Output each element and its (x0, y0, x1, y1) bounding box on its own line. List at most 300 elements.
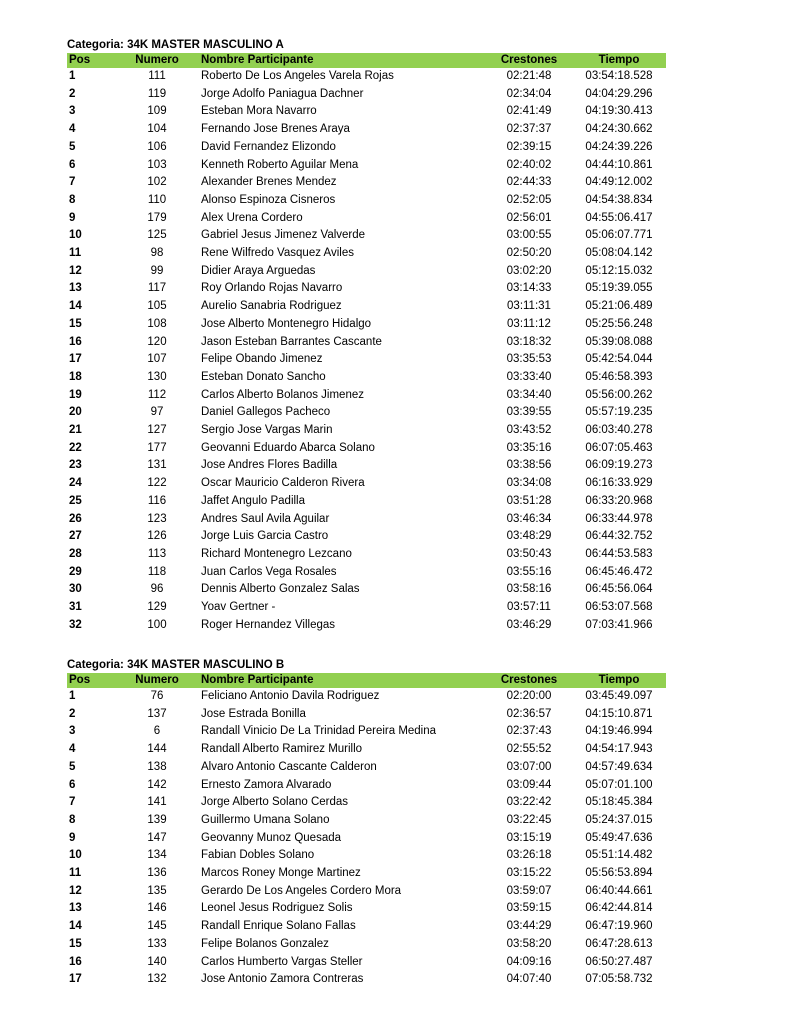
cell-crestones: 03:15:22 (506, 867, 552, 880)
table-row (67, 741, 666, 759)
cell-numero: 127 (147, 424, 167, 437)
cell-crestones: 03:59:07 (506, 884, 552, 897)
cell-crestones: 02:37:37 (506, 123, 552, 136)
cell-crestones: 03:34:08 (506, 477, 552, 490)
cell-numero: 137 (147, 707, 167, 720)
cell-nombre: Roy Orlando Rojas Navarro (201, 282, 343, 295)
cell-numero: 141 (147, 796, 167, 809)
cell-numero: 111 (148, 70, 166, 82)
cell-numero: 97 (150, 406, 164, 419)
cell-tiempo: 06:53:07.568 (585, 601, 653, 614)
cell-tiempo: 06:47:19.960 (585, 920, 653, 933)
cell-pos: 20 (69, 406, 82, 419)
cell-pos: 2 (69, 87, 76, 100)
cell-pos: 12 (69, 884, 82, 897)
cell-numero: 109 (147, 105, 167, 118)
cell-numero: 177 (147, 441, 167, 454)
cell-nombre: Kenneth Roberto Aguilar Mena (201, 158, 359, 171)
cell-tiempo: 05:51:14.482 (585, 849, 653, 862)
cell-pos: 32 (69, 618, 82, 631)
cell-nombre: Randall Vinicio De La Trinidad Pereira Medina (201, 725, 437, 738)
cell-tiempo: 06:40:44.661 (585, 884, 653, 897)
cell-nombre: Jose Andres Flores Badilla (201, 459, 338, 472)
cell-pos: 2 (69, 707, 76, 720)
cell-crestones: 03:59:15 (506, 902, 552, 915)
cell-crestones: 03:44:29 (506, 920, 552, 933)
cell-nombre: Jorge Adolfo Paniagua Dachner (201, 87, 364, 100)
cell-pos: 6 (69, 158, 76, 171)
cell-crestones: 02:55:52 (506, 743, 552, 756)
cell-pos: 5 (69, 140, 76, 153)
cell-nombre: Fernando Jose Brenes Araya (201, 123, 350, 136)
cell-tiempo: 06:09:19.273 (585, 459, 653, 472)
cell-tiempo: 04:54:17.943 (585, 743, 653, 756)
cell-crestones: 03:46:34 (506, 512, 552, 525)
table-row (67, 475, 666, 493)
cell-crestones: 02:37:43 (506, 725, 552, 738)
cell-pos: 9 (69, 211, 76, 224)
cell-pos: 14 (69, 300, 82, 313)
cell-crestones: 03:22:45 (506, 813, 552, 826)
cell-tiempo: 06:45:46.472 (585, 565, 653, 578)
table-row (67, 546, 666, 564)
table-row (67, 511, 666, 529)
cell-pos: 16 (69, 955, 82, 968)
cell-crestones: 03:34:40 (506, 388, 552, 401)
results-table (67, 53, 666, 635)
cell-tiempo: 06:50:27.487 (585, 955, 653, 968)
cell-pos: 3 (69, 725, 76, 738)
results-table (67, 673, 666, 989)
cell-crestones: 03:48:29 (506, 530, 552, 543)
cell-tiempo: 04:24:39.226 (585, 140, 653, 153)
cell-nombre: Jose Antonio Zamora Contreras (201, 973, 364, 986)
table-row (67, 387, 666, 405)
cell-tiempo: 06:45:56.064 (585, 583, 653, 596)
cell-numero: 103 (147, 158, 167, 171)
table-row (67, 192, 666, 210)
cell-nombre: Jorge Luis Garcia Castro (201, 530, 329, 543)
category-section-b (67, 658, 656, 989)
cell-crestones: 02:36:57 (506, 707, 552, 720)
cell-pos: 15 (69, 317, 82, 330)
table-row (67, 369, 666, 387)
table-row (67, 794, 666, 812)
cell-pos: 5 (69, 760, 76, 773)
cell-nombre: Oscar Mauricio Calderon Rivera (201, 477, 365, 490)
cell-tiempo: 05:56:00.262 (585, 388, 653, 401)
cell-pos: 22 (69, 441, 82, 454)
cell-numero: 130 (147, 370, 167, 383)
cell-tiempo: 03:45:49.097 (585, 690, 653, 702)
cell-tiempo: 05:21:06.489 (585, 300, 653, 313)
table-row (67, 86, 666, 104)
header-nombre: Nombre Participante (201, 54, 314, 66)
cell-tiempo: 06:16:33.929 (585, 477, 653, 490)
cell-tiempo: 04:57:49.634 (585, 760, 653, 773)
table-row (67, 298, 666, 316)
cell-nombre: Rene Wilfredo Vasquez Aviles (201, 247, 354, 260)
table-row (67, 422, 666, 440)
cell-crestones: 03:39:55 (506, 406, 552, 419)
cell-pos: 7 (69, 176, 76, 189)
cell-nombre: Alex Urena Cordero (201, 211, 303, 224)
cell-pos: 3 (69, 105, 76, 118)
cell-numero: 136 (147, 867, 167, 880)
cell-nombre: Feliciano Antonio Davila Rodriguez (201, 690, 380, 702)
cell-numero: 147 (147, 831, 167, 844)
cell-crestones: 03:35:53 (506, 353, 552, 366)
cell-nombre: Carlos Alberto Bolanos Jimenez (201, 388, 364, 401)
header-numero: Numero (135, 674, 179, 686)
table-row (67, 777, 666, 795)
cell-pos: 19 (69, 388, 82, 401)
cell-numero: 144 (147, 743, 167, 756)
header-pos: Pos (69, 54, 91, 66)
cell-pos: 1 (69, 70, 76, 82)
table-row (67, 599, 666, 617)
cell-crestones: 03:51:28 (506, 494, 552, 507)
cell-pos: 17 (69, 353, 82, 366)
cell-tiempo: 05:12:15.032 (585, 264, 653, 277)
cell-crestones: 03:07:00 (506, 760, 552, 773)
cell-pos: 17 (69, 973, 82, 986)
cell-pos: 28 (69, 547, 82, 560)
cell-crestones: 03:58:16 (506, 583, 552, 596)
cell-tiempo: 04:19:46.994 (585, 725, 653, 738)
table-row (67, 564, 666, 582)
cell-pos: 9 (69, 831, 76, 844)
cell-numero: 112 (147, 388, 167, 401)
cell-tiempo: 05:46:58.393 (585, 370, 653, 383)
cell-crestones: 03:02:20 (506, 264, 552, 277)
table-row (67, 351, 666, 369)
cell-pos: 11 (69, 867, 82, 880)
cell-tiempo: 06:44:53.583 (585, 547, 653, 560)
cell-tiempo: 05:25:56.248 (585, 317, 653, 330)
cell-numero: 110 (147, 193, 167, 206)
cell-tiempo: 06:47:28.613 (585, 937, 653, 950)
table-row (67, 900, 666, 918)
cell-crestones: 03:50:43 (506, 547, 552, 560)
cell-nombre: Felipe Bolanos Gonzalez (201, 937, 329, 950)
cell-crestones: 03:14:33 (506, 282, 552, 295)
cell-nombre: Carlos Humberto Vargas Steller (201, 955, 363, 968)
cell-nombre: Geovanni Eduardo Abarca Solano (201, 441, 375, 454)
cell-nombre: Randall Enrique Solano Fallas (201, 920, 356, 933)
cell-pos: 15 (69, 937, 82, 950)
cell-crestones: 03:33:40 (506, 370, 552, 383)
table-row (67, 688, 666, 706)
cell-numero: 98 (150, 247, 164, 260)
header-numero: Numero (135, 54, 179, 66)
cell-nombre: Marcos Roney Monge Martinez (201, 867, 361, 880)
table-row (67, 706, 666, 724)
cell-numero: 140 (147, 955, 167, 968)
table-row (67, 157, 666, 175)
header-tiempo: Tiempo (598, 674, 640, 686)
cell-nombre: Alexander Brenes Mendez (201, 176, 337, 189)
table-row (67, 847, 666, 865)
cell-pos: 30 (69, 583, 82, 596)
cell-crestones: 03:22:42 (506, 796, 552, 809)
table-row (67, 457, 666, 475)
cell-crestones: 02:52:05 (506, 193, 552, 206)
table-row (67, 404, 666, 422)
cell-tiempo: 04:55:06.417 (585, 211, 653, 224)
cell-numero: 105 (147, 300, 167, 313)
cell-numero: 132 (147, 973, 167, 986)
table-header-row (67, 673, 666, 688)
table-row (67, 918, 666, 936)
cell-tiempo: 04:04:29.296 (585, 87, 653, 100)
table-row (67, 174, 666, 192)
cell-crestones: 04:09:16 (506, 955, 552, 968)
cell-numero: 113 (147, 547, 167, 560)
cell-numero: 107 (147, 353, 167, 366)
cell-crestones: 04:07:40 (506, 973, 552, 986)
cell-pos: 25 (69, 494, 82, 507)
table-row (67, 440, 666, 458)
cell-tiempo: 06:07:05.463 (585, 441, 653, 454)
cell-tiempo: 04:49:12.002 (585, 176, 653, 189)
cell-crestones: 03:43:52 (506, 424, 552, 437)
cell-crestones: 03:35:16 (506, 441, 552, 454)
cell-numero: 123 (147, 512, 167, 525)
cell-pos: 8 (69, 813, 76, 826)
cell-crestones: 02:41:49 (506, 105, 552, 118)
header-crestones: Crestones (500, 674, 558, 686)
cell-tiempo: 05:18:45.384 (585, 796, 653, 809)
cell-nombre: Alvaro Antonio Cascante Calderon (201, 760, 377, 773)
cell-tiempo: 04:15:10.871 (585, 707, 653, 720)
cell-nombre: Didier Araya Arguedas (201, 264, 316, 277)
table-row (67, 865, 666, 883)
cell-pos: 4 (69, 743, 76, 756)
cell-crestones: 02:50:20 (506, 247, 552, 260)
cell-nombre: Jason Esteban Barrantes Cascante (201, 335, 382, 348)
cell-nombre: Esteban Donato Sancho (201, 370, 326, 383)
cell-crestones: 03:11:31 (507, 300, 551, 313)
cell-crestones: 03:55:16 (506, 565, 552, 578)
table-row (67, 334, 666, 352)
header-crestones: Crestones (500, 54, 558, 66)
cell-nombre: Geovanny Munoz Quesada (201, 831, 342, 844)
cell-numero: 106 (147, 140, 167, 153)
table-row (67, 68, 666, 86)
cell-crestones: 03:09:44 (506, 778, 552, 791)
cell-tiempo: 05:42:54.044 (585, 353, 653, 366)
cell-crestones: 03:00:55 (506, 229, 552, 242)
cell-tiempo: 04:19:30.413 (585, 105, 653, 118)
cell-numero: 122 (147, 477, 167, 490)
cell-crestones: 02:34:04 (506, 87, 552, 100)
cell-pos: 27 (69, 530, 82, 543)
cell-nombre: Roberto De Los Angeles Varela Rojas (201, 70, 394, 82)
cell-tiempo: 05:39:08.088 (585, 335, 653, 348)
cell-pos: 23 (69, 459, 82, 472)
cell-nombre: Jose Estrada Bonilla (201, 707, 306, 720)
cell-tiempo: 05:56:53.894 (585, 867, 653, 880)
cell-numero: 99 (150, 264, 164, 277)
category-section-a (67, 38, 656, 635)
cell-pos: 10 (69, 849, 82, 862)
cell-numero: 118 (147, 565, 167, 578)
cell-numero: 134 (147, 849, 167, 862)
cell-nombre: Aurelio Sanabria Rodriguez (201, 300, 342, 313)
cell-pos: 13 (69, 282, 82, 295)
cell-nombre: Randall Alberto Ramirez Murillo (201, 743, 363, 756)
cell-pos: 8 (69, 193, 76, 206)
cell-nombre: Felipe Obando Jimenez (201, 353, 323, 366)
table-row (67, 139, 666, 157)
cell-nombre: Alonso Espinoza Cisneros (201, 193, 336, 206)
cell-nombre: Ernesto Zamora Alvarado (201, 778, 332, 791)
table-row (67, 103, 666, 121)
cell-numero: 126 (147, 530, 167, 543)
cell-tiempo: 05:06:07.771 (585, 229, 653, 242)
cell-numero: 117 (147, 282, 167, 295)
table-row (67, 528, 666, 546)
cell-nombre: Leonel Jesus Rodriguez Solis (201, 902, 353, 915)
cell-pos: 12 (69, 264, 82, 277)
table-row (67, 936, 666, 954)
cell-numero: 120 (147, 335, 167, 348)
cell-numero: 116 (147, 494, 167, 507)
cell-crestones: 02:40:02 (506, 158, 552, 171)
table-row (67, 723, 666, 741)
table-row (67, 245, 666, 263)
category-title: Categoria: 34K MASTER MASCULINO B (67, 659, 285, 671)
cell-crestones: 03:15:19 (506, 831, 552, 844)
cell-tiempo: 04:54:38.834 (585, 193, 653, 206)
cell-nombre: Esteban Mora Navarro (201, 105, 317, 118)
cell-numero: 133 (147, 937, 167, 950)
cell-tiempo: 04:44:10.861 (585, 158, 653, 171)
cell-numero: 104 (147, 123, 167, 136)
table-row (67, 280, 666, 298)
cell-crestones: 03:38:56 (506, 459, 552, 472)
table-row (67, 121, 666, 139)
table-row (67, 971, 666, 989)
cell-tiempo: 07:05:58.732 (585, 973, 653, 986)
cell-pos: 1 (69, 690, 76, 702)
cell-pos: 16 (69, 335, 82, 348)
cell-tiempo: 05:57:19.235 (585, 406, 653, 419)
table-row (67, 493, 666, 511)
table-row (67, 812, 666, 830)
cell-crestones: 03:46:29 (506, 618, 552, 631)
cell-numero: 131 (147, 459, 167, 472)
cell-nombre: Jorge Alberto Solano Cerdas (201, 796, 349, 809)
cell-pos: 29 (69, 565, 82, 578)
cell-nombre: Yoav Gertner - (201, 601, 276, 614)
cell-pos: 7 (69, 796, 76, 809)
cell-nombre: Jaffet Angulo Padilla (201, 494, 306, 507)
cell-pos: 14 (69, 920, 82, 933)
cell-numero: 119 (147, 87, 167, 100)
cell-nombre: Gerardo De Los Angeles Cordero Mora (201, 884, 402, 897)
cell-crestones: 03:58:20 (506, 937, 552, 950)
table-header-row (67, 53, 666, 68)
cell-tiempo: 06:03:40.278 (585, 424, 653, 437)
cell-tiempo: 05:08:04.142 (585, 247, 653, 260)
cell-pos: 31 (69, 601, 82, 614)
cell-pos: 10 (69, 229, 82, 242)
header-pos: Pos (69, 674, 91, 686)
cell-numero: 146 (147, 902, 167, 915)
cell-crestones: 02:44:33 (506, 176, 552, 189)
table-row (67, 617, 666, 635)
cell-pos: 11 (69, 247, 82, 260)
cell-nombre: Andres Saul Avila Aguilar (201, 512, 330, 525)
cell-crestones: 02:39:15 (506, 140, 552, 153)
cell-numero: 102 (147, 176, 167, 189)
cell-numero: 76 (150, 690, 164, 702)
table-body (67, 688, 666, 989)
cell-tiempo: 05:07:01.100 (585, 778, 653, 791)
table-row (67, 210, 666, 228)
cell-tiempo: 06:44:32.752 (585, 530, 653, 543)
cell-crestones: 03:26:18 (506, 849, 552, 862)
cell-nombre: Guillermo Umana Solano (201, 813, 330, 826)
cell-pos: 21 (69, 424, 82, 437)
table-row (67, 263, 666, 281)
header-nombre: Nombre Participante (201, 674, 314, 686)
cell-nombre: Juan Carlos Vega Rosales (201, 565, 337, 578)
table-row (67, 883, 666, 901)
cell-nombre: Roger Hernandez Villegas (201, 618, 336, 631)
cell-numero: 6 (153, 725, 161, 738)
cell-crestones: 03:18:32 (506, 335, 552, 348)
cell-numero: 139 (147, 813, 167, 826)
cell-nombre: David Fernandez Elizondo (201, 140, 336, 153)
cell-tiempo: 06:42:44.814 (585, 902, 653, 915)
table-row (67, 954, 666, 972)
cell-numero: 129 (147, 601, 167, 614)
cell-crestones: 03:57:11 (507, 601, 551, 614)
cell-nombre: Sergio Jose Vargas Marin (201, 424, 333, 437)
cell-nombre: Jose Alberto Montenegro Hidalgo (201, 317, 372, 330)
cell-tiempo: 05:24:37.015 (585, 813, 653, 826)
cell-crestones: 02:56:01 (506, 211, 552, 224)
cell-crestones: 03:11:12 (507, 317, 551, 330)
cell-pos: 24 (69, 477, 82, 490)
cell-tiempo: 05:49:47.636 (585, 831, 653, 844)
cell-pos: 13 (69, 902, 82, 915)
table-row (67, 581, 666, 599)
cell-crestones: 02:21:48 (506, 70, 552, 82)
cell-numero: 138 (147, 760, 167, 773)
cell-nombre: Fabian Dobles Solano (201, 849, 315, 862)
cell-tiempo: 03:54:18.528 (585, 70, 653, 82)
cell-pos: 18 (69, 370, 82, 383)
cell-numero: 100 (147, 618, 167, 631)
table-body (67, 68, 666, 635)
cell-nombre: Dennis Alberto Gonzalez Salas (201, 583, 360, 596)
table-row (67, 227, 666, 245)
cell-nombre: Daniel Gallegos Pacheco (201, 406, 331, 419)
cell-crestones: 02:20:00 (506, 690, 552, 702)
cell-numero: 145 (147, 920, 167, 933)
cell-nombre: Gabriel Jesus Jimenez Valverde (201, 229, 366, 242)
cell-tiempo: 06:33:44.978 (585, 512, 653, 525)
cell-numero: 142 (147, 778, 167, 791)
cell-numero: 96 (150, 583, 164, 596)
cell-numero: 108 (147, 317, 167, 330)
category-title: Categoria: 34K MASTER MASCULINO A (67, 39, 284, 51)
cell-pos: 6 (69, 778, 76, 791)
